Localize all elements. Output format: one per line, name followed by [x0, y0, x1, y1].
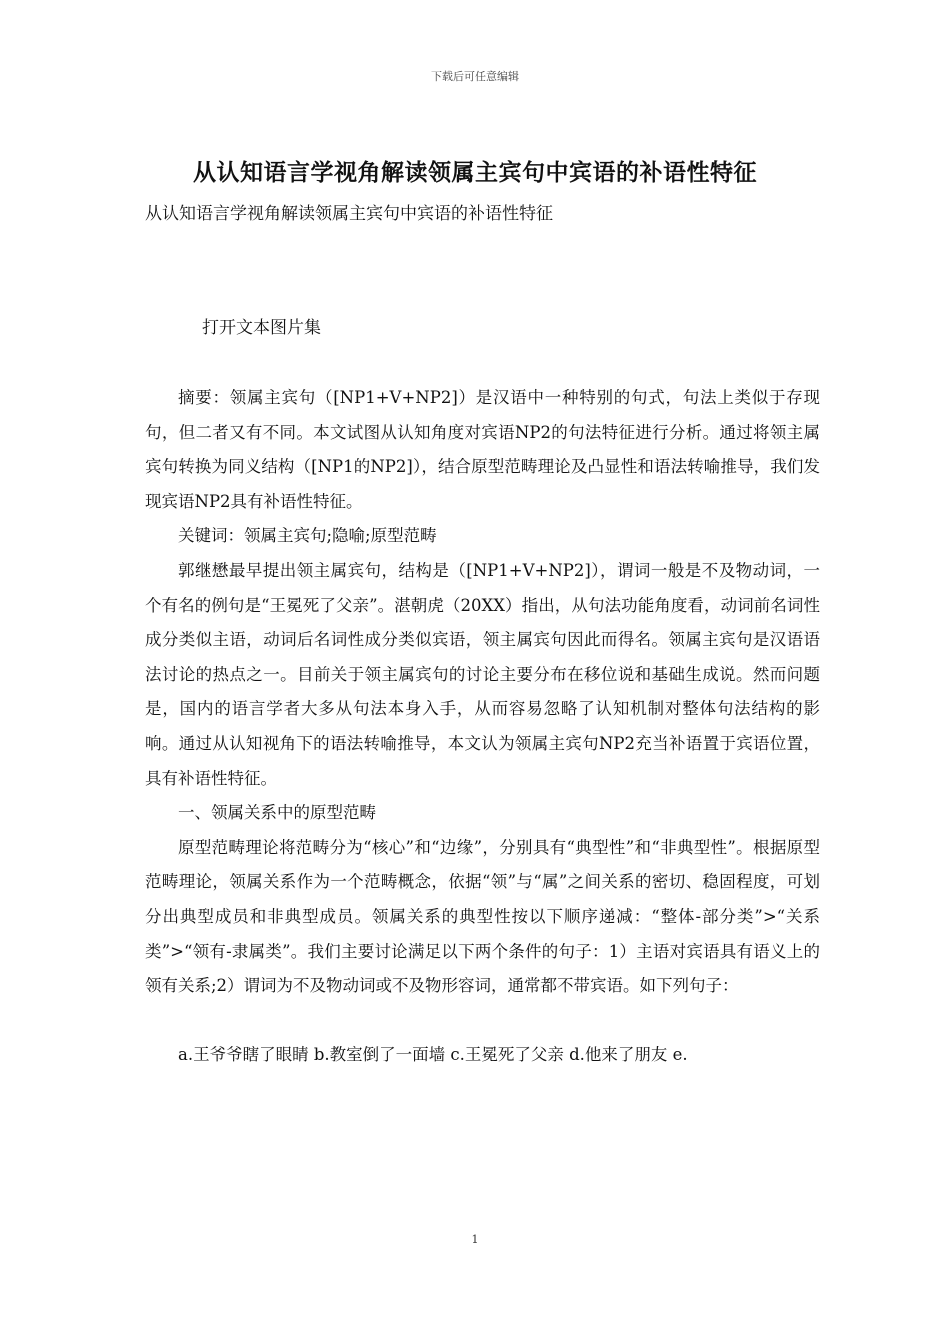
document-subtitle: 从认知语言学视角解读领属主宾句中宾语的补语性特征	[145, 204, 553, 224]
intro-paragraph: 郭继懋最早提出领主属宾句，结构是（[NP1+V+NP2]），谓词一般是不及物动词，一个有名的例句是“王冕死了父亲”。湛朝虎（20XX）指出，从句法功能角度看，动词前名词性成分类似主语，动词后名词性成分类似宾语，领主属宾句因此而得名。领属主宾句是汉语语法讨论的热点之一。目前关于领主属宾句的讨论主要分布在移位说和基础生成说。然而问题是，国内的语言学者大多从句法本身入手，从而容易忽略了认知机制对整体句法结构的影响。通过从认知视角下的语法转喻推导，本文认为领属主宾句NP2充当补语置于宾语位置，具有补语性特征。	[145, 560, 820, 788]
open-image-gallery-link[interactable]: 打开文本图片集	[202, 318, 321, 338]
header-note: 下载后可任意编辑	[431, 70, 519, 83]
abstract-paragraph: 摘要：领属主宾句（[NP1+V+NP2]）是汉语中一种特别的句式，句法上类似于存现句，但二者又有不同。本文试图从认知角度对宾语NP2的句法特征进行分析。通过将领主属宾句转换为同义结构（[NP1的NP2]），结合原型范畴理论及凸显性和语法转喻推导，我们发现宾语NP2具有补语性特征。	[145, 388, 820, 511]
document-title: 从认知语言学视角解读领属主宾句中宾语的补语性特征	[193, 159, 757, 186]
examples-line: a.王爷爷瞎了眼睛 b.教室倒了一面墙 c.王冕死了父亲 d.他来了朋友 e.	[178, 1044, 688, 1064]
page-number: 1	[471, 1233, 479, 1246]
section-body-paragraph: 原型范畴理论将范畴分为“核心”和“边缘”，分别具有“典型性”和“非典型性”。根据原型范畴理论，领属关系作为一个范畴概念，依据“领”与“属”之间关系的密切、稳固程度，可划分出典型成员和非典型成员。领属关系的典型性按以下顺序递减：“整体-部分类”>“关系类”>“领有-隶属类”。我们主要讨论满足以下两个条件的句子：1）主语对宾语具有语义上的领有关系;2）谓词为不及物动词或不及物形容词，通常都不带宾语。如下列句子：	[145, 837, 820, 996]
keywords-paragraph: 关键词：领属主宾句;隐喻;原型范畴	[178, 526, 437, 546]
section-heading: 一、领属关系中的原型范畴	[178, 803, 376, 823]
document-body	[145, 381, 820, 1072]
